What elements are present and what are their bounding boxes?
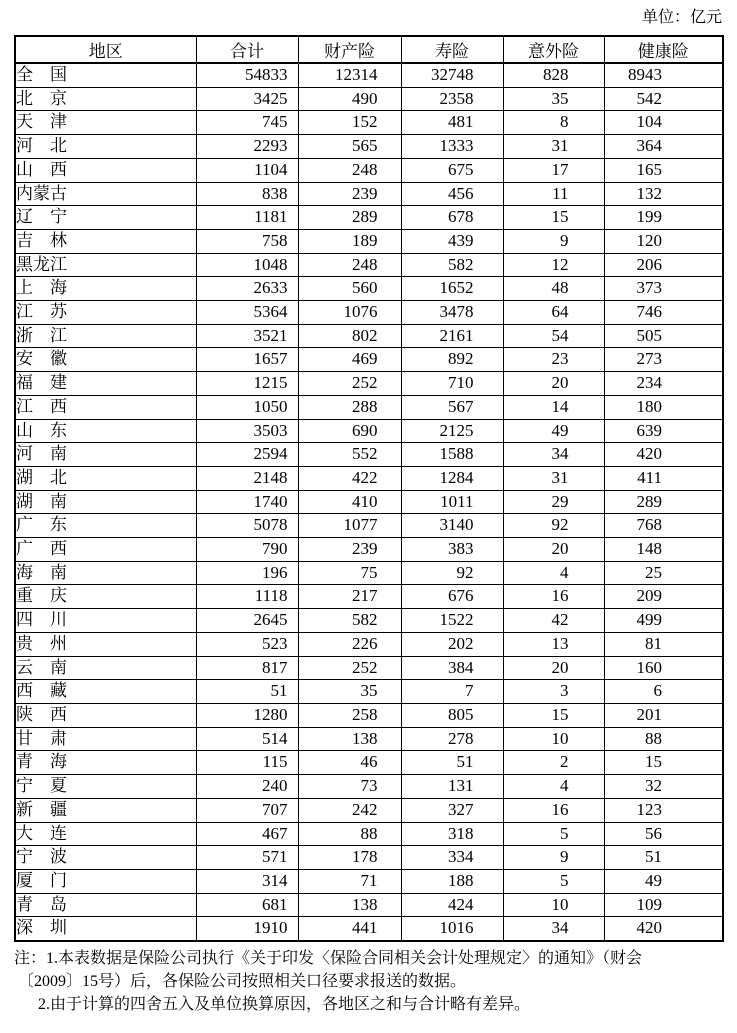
value-cell: 3521 [196,324,298,348]
value-cell: 1284 [401,466,503,490]
value-cell: 768 [604,514,723,538]
value-cell: 152 [298,111,401,135]
value-cell: 384 [401,656,503,680]
region-cell: 江 西 [15,395,196,419]
value-cell: 46 [298,751,401,775]
table-row [15,87,723,111]
value-cell: 805 [401,703,503,727]
value-cell: 12 [503,253,604,277]
value-cell: 14 [503,395,604,419]
value-cell: 35 [298,680,401,704]
value-cell: 582 [298,609,401,633]
value-cell: 3 [503,680,604,704]
column-header-property: 财产险 [298,36,401,63]
value-cell: 676 [401,585,503,609]
table-body [15,63,723,941]
table-header-row [15,36,723,63]
table-row [15,182,723,206]
value-cell: 160 [604,656,723,680]
value-cell: 6 [604,680,723,704]
region-cell: 辽 宁 [15,206,196,230]
table-row [15,751,723,775]
value-cell: 5364 [196,301,298,325]
value-cell: 5 [503,869,604,893]
value-cell: 75 [298,561,401,585]
table-row [15,632,723,656]
value-cell: 1910 [196,917,298,941]
value-cell: 318 [401,822,503,846]
region-cell: 云 南 [15,656,196,680]
table-row [15,324,723,348]
table-row [15,846,723,870]
region-cell: 海 南 [15,561,196,585]
region-cell: 重 庆 [15,585,196,609]
table-row [15,277,723,301]
note-line: 〔2009〕15号）后，各保险公司按照相关口径要求报送的数据。 [18,973,467,991]
table-row [15,917,723,941]
value-cell: 2645 [196,609,298,633]
region-cell: 陕 西 [15,703,196,727]
table-row [15,135,723,159]
value-cell: 2633 [196,277,298,301]
value-cell: 123 [604,798,723,822]
value-cell: 8 [503,111,604,135]
value-cell: 115 [196,751,298,775]
value-cell: 327 [401,798,503,822]
value-cell: 23 [503,348,604,372]
value-cell: 11 [503,182,604,206]
value-cell: 314 [196,869,298,893]
value-cell: 838 [196,182,298,206]
value-cell: 242 [298,798,401,822]
value-cell: 92 [503,514,604,538]
value-cell: 681 [196,893,298,917]
value-cell: 278 [401,727,503,751]
value-cell: 1104 [196,158,298,182]
table-row [15,680,723,704]
table-row [15,703,723,727]
value-cell: 64 [503,301,604,325]
value-cell: 707 [196,798,298,822]
value-cell: 252 [298,372,401,396]
value-cell: 252 [298,656,401,680]
value-cell: 1050 [196,395,298,419]
value-cell: 138 [298,893,401,917]
value-cell: 17 [503,158,604,182]
insurance-premium-table [14,35,724,942]
value-cell: 469 [298,348,401,372]
value-cell: 441 [298,917,401,941]
value-cell: 560 [298,277,401,301]
value-cell: 678 [401,206,503,230]
value-cell: 746 [604,301,723,325]
value-cell: 481 [401,111,503,135]
value-cell: 565 [298,135,401,159]
table-row [15,585,723,609]
region-cell: 青 岛 [15,893,196,917]
region-cell: 江 苏 [15,301,196,325]
region-cell: 广 西 [15,538,196,562]
value-cell: 334 [401,846,503,870]
region-cell: 甘 肃 [15,727,196,751]
table-row [15,490,723,514]
table-row [15,893,723,917]
value-cell: 2594 [196,443,298,467]
value-cell: 148 [604,538,723,562]
value-cell: 3140 [401,514,503,538]
unit-label: 单位：亿元 [641,9,722,26]
value-cell: 71 [298,869,401,893]
value-cell: 201 [604,703,723,727]
value-cell: 56 [604,822,723,846]
value-cell: 364 [604,135,723,159]
value-cell: 1215 [196,372,298,396]
value-cell: 542 [604,87,723,111]
value-cell: 29 [503,490,604,514]
value-cell: 710 [401,372,503,396]
value-cell: 31 [503,135,604,159]
value-cell: 8943 [604,63,723,87]
value-cell: 32748 [401,63,503,87]
value-cell: 420 [604,443,723,467]
table-row [15,609,723,633]
value-cell: 196 [196,561,298,585]
value-cell: 25 [604,561,723,585]
region-cell: 河 南 [15,443,196,467]
table-row [15,561,723,585]
region-cell: 河 北 [15,135,196,159]
value-cell: 5 [503,822,604,846]
value-cell: 3425 [196,87,298,111]
region-cell: 湖 北 [15,466,196,490]
value-cell: 226 [298,632,401,656]
value-cell: 20 [503,372,604,396]
value-cell: 48 [503,277,604,301]
region-cell: 广 东 [15,514,196,538]
value-cell: 1740 [196,490,298,514]
region-cell: 天 津 [15,111,196,135]
column-header-region: 地区 [15,36,196,63]
value-cell: 15 [503,206,604,230]
region-cell: 黑龙江 [15,253,196,277]
table-row [15,775,723,799]
table-row [15,253,723,277]
value-cell: 92 [401,561,503,585]
value-cell: 132 [604,182,723,206]
value-cell: 582 [401,253,503,277]
value-cell: 258 [298,703,401,727]
value-cell: 9 [503,229,604,253]
value-cell: 202 [401,632,503,656]
table-row [15,466,723,490]
column-header-accident: 意外险 [503,36,604,63]
region-cell: 全 国 [15,63,196,87]
table-row [15,798,723,822]
value-cell: 1657 [196,348,298,372]
column-header-health: 健康险 [604,36,723,63]
value-cell: 411 [604,466,723,490]
table-row [15,229,723,253]
value-cell: 1588 [401,443,503,467]
value-cell: 571 [196,846,298,870]
region-cell: 四 川 [15,609,196,633]
value-cell: 892 [401,348,503,372]
table-row [15,372,723,396]
value-cell: 467 [196,822,298,846]
value-cell: 217 [298,585,401,609]
value-cell: 499 [604,609,723,633]
value-cell: 2125 [401,419,503,443]
table-row [15,301,723,325]
value-cell: 1522 [401,609,503,633]
value-cell: 13 [503,632,604,656]
value-cell: 2148 [196,466,298,490]
table-row [15,206,723,230]
value-cell: 383 [401,538,503,562]
table-row [15,656,723,680]
value-cell: 31 [503,466,604,490]
value-cell: 88 [298,822,401,846]
value-cell: 690 [298,419,401,443]
value-cell: 73 [298,775,401,799]
value-cell: 16 [503,798,604,822]
value-cell: 188 [401,869,503,893]
table-row [15,514,723,538]
note-line: 注：1.本表数据是保险公司执行《关于印发〈保险合同相关会计处理规定〉的通知》（财会 [14,950,643,968]
value-cell: 2 [503,751,604,775]
value-cell: 20 [503,656,604,680]
value-cell: 758 [196,229,298,253]
value-cell: 802 [298,324,401,348]
value-cell: 109 [604,893,723,917]
value-cell: 239 [298,538,401,562]
table-row [15,63,723,87]
value-cell: 424 [401,893,503,917]
value-cell: 288 [298,395,401,419]
region-cell: 山 西 [15,158,196,182]
region-cell: 内蒙古 [15,182,196,206]
value-cell: 1011 [401,490,503,514]
value-cell: 373 [604,277,723,301]
value-cell: 12314 [298,63,401,87]
table-row [15,443,723,467]
value-cell: 49 [503,419,604,443]
value-cell: 523 [196,632,298,656]
region-cell: 湖 南 [15,490,196,514]
table-row [15,395,723,419]
value-cell: 20 [503,538,604,562]
notes [14,947,729,1016]
value-cell: 1280 [196,703,298,727]
value-cell: 34 [503,917,604,941]
region-cell: 厦 门 [15,869,196,893]
value-cell: 552 [298,443,401,467]
region-cell: 吉 林 [15,229,196,253]
value-cell: 1048 [196,253,298,277]
value-cell: 273 [604,348,723,372]
value-cell: 790 [196,538,298,562]
value-cell: 239 [298,182,401,206]
value-cell: 828 [503,63,604,87]
value-cell: 4 [503,561,604,585]
value-cell: 422 [298,466,401,490]
value-cell: 35 [503,87,604,111]
region-cell: 上 海 [15,277,196,301]
value-cell: 490 [298,87,401,111]
value-cell: 7 [401,680,503,704]
value-cell: 178 [298,846,401,870]
column-header-life: 寿险 [401,36,503,63]
value-cell: 10 [503,893,604,917]
region-cell: 新 疆 [15,798,196,822]
table-row [15,111,723,135]
region-cell: 宁 波 [15,846,196,870]
value-cell: 1118 [196,585,298,609]
value-cell: 1181 [196,206,298,230]
value-cell: 32 [604,775,723,799]
region-cell: 福 建 [15,372,196,396]
value-cell: 675 [401,158,503,182]
value-cell: 240 [196,775,298,799]
value-cell: 639 [604,419,723,443]
value-cell: 165 [604,158,723,182]
table-row [15,822,723,846]
value-cell: 2293 [196,135,298,159]
value-cell: 248 [298,253,401,277]
value-cell: 1652 [401,277,503,301]
value-cell: 131 [401,775,503,799]
table-row [15,727,723,751]
value-cell: 5078 [196,514,298,538]
value-cell: 54 [503,324,604,348]
value-cell: 289 [604,490,723,514]
value-cell: 1077 [298,514,401,538]
value-cell: 9 [503,846,604,870]
value-cell: 1016 [401,917,503,941]
value-cell: 15 [503,703,604,727]
value-cell: 420 [604,917,723,941]
value-cell: 4 [503,775,604,799]
value-cell: 104 [604,111,723,135]
value-cell: 199 [604,206,723,230]
value-cell: 567 [401,395,503,419]
value-cell: 817 [196,656,298,680]
region-cell: 贵 州 [15,632,196,656]
value-cell: 456 [401,182,503,206]
value-cell: 206 [604,253,723,277]
value-cell: 745 [196,111,298,135]
region-cell: 西 藏 [15,680,196,704]
value-cell: 51 [196,680,298,704]
value-cell: 88 [604,727,723,751]
value-cell: 120 [604,229,723,253]
value-cell: 10 [503,727,604,751]
value-cell: 81 [604,632,723,656]
value-cell: 2161 [401,324,503,348]
value-cell: 51 [401,751,503,775]
value-cell: 189 [298,229,401,253]
value-cell: 49 [604,869,723,893]
value-cell: 16 [503,585,604,609]
region-cell: 大 连 [15,822,196,846]
value-cell: 209 [604,585,723,609]
value-cell: 410 [298,490,401,514]
region-cell: 安 徽 [15,348,196,372]
value-cell: 248 [298,158,401,182]
region-cell: 深 圳 [15,917,196,941]
table-row [15,158,723,182]
table-row [15,869,723,893]
value-cell: 439 [401,229,503,253]
value-cell: 3478 [401,301,503,325]
region-cell: 山 东 [15,419,196,443]
value-cell: 34 [503,443,604,467]
value-cell: 180 [604,395,723,419]
value-cell: 3503 [196,419,298,443]
region-cell: 浙 江 [15,324,196,348]
value-cell: 138 [298,727,401,751]
value-cell: 15 [604,751,723,775]
value-cell: 1333 [401,135,503,159]
note-line: 2.由于计算的四舍五入及单位换算原因，各地区之和与合计略有差异。 [38,996,531,1014]
value-cell: 51 [604,846,723,870]
value-cell: 514 [196,727,298,751]
value-cell: 54833 [196,63,298,87]
table-row [15,348,723,372]
value-cell: 505 [604,324,723,348]
table-row [15,419,723,443]
region-cell: 北 京 [15,87,196,111]
value-cell: 2358 [401,87,503,111]
value-cell: 234 [604,372,723,396]
value-cell: 289 [298,206,401,230]
value-cell: 1076 [298,301,401,325]
region-cell: 宁 夏 [15,775,196,799]
table-row [15,538,723,562]
region-cell: 青 海 [15,751,196,775]
column-header-total: 合计 [196,36,298,63]
value-cell: 42 [503,609,604,633]
